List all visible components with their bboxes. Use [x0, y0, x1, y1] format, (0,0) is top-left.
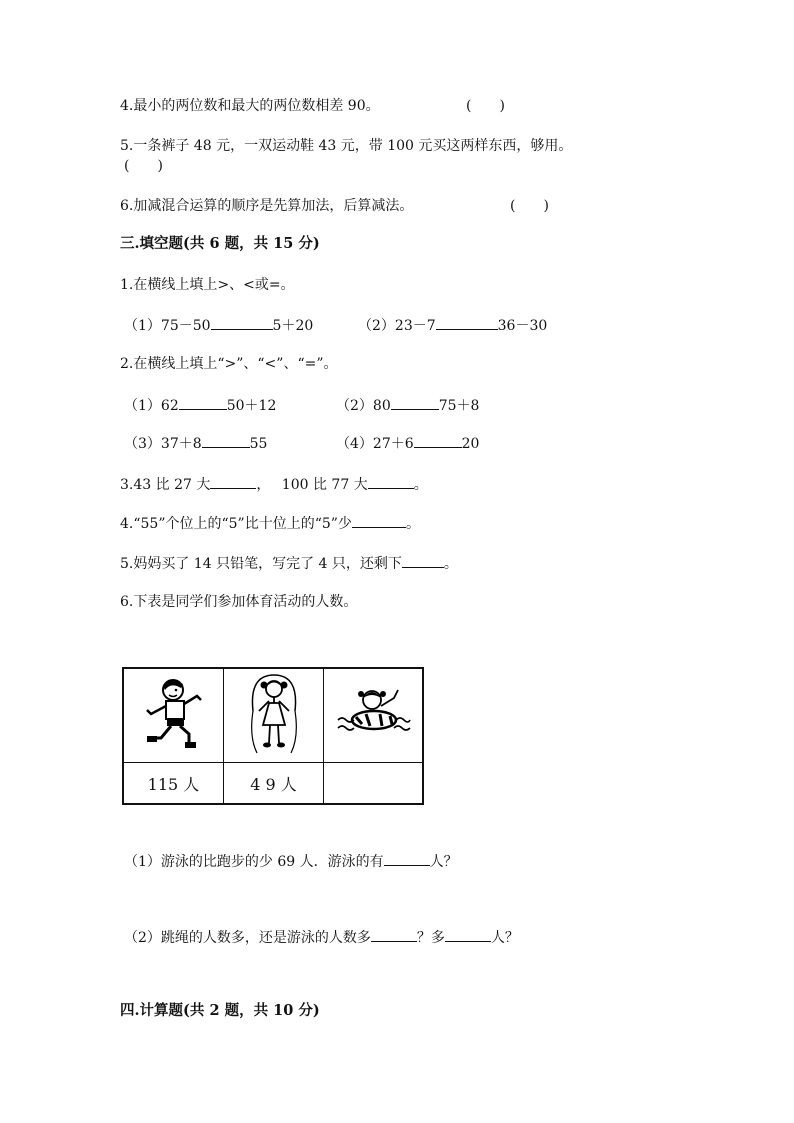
fill-q1-a-blank[interactable] [211, 315, 273, 330]
fill-q1-b-blank[interactable] [436, 315, 498, 330]
fill-q2-a-blank[interactable] [179, 395, 227, 410]
fill-q2-d-blank[interactable] [414, 433, 462, 448]
fill-q6-sub2-blank-2[interactable] [445, 927, 491, 942]
fill-q1-b: （2）23－7 36－30 [358, 315, 547, 335]
fill-q2-b-blank[interactable] [391, 395, 439, 410]
judge-q5: 5.一条裤子 48 元，一双运动鞋 43 元，带 100 元买这两样东西，够用。 [120, 138, 573, 154]
fill-q3-blank-1[interactable] [210, 474, 256, 489]
fill-q2-c-blank[interactable] [202, 433, 250, 448]
table-cell-jump-rope [224, 668, 324, 763]
fill-q6-sub1: （1）游泳的比跑步的少 69 人．游泳的有 人？ [124, 851, 458, 871]
table-count-running: 115 人 [123, 763, 224, 805]
fill-q5: 5.妈妈买了 14 只铅笔，写完了 4 只，还剩下 。 [120, 553, 458, 573]
activity-table [122, 667, 424, 805]
judge-q6: 6.加减混合运算的顺序是先算加法，后算减法。 [120, 198, 414, 214]
fill-q2-b: （2）80 75＋8 [336, 395, 479, 415]
section3-title: 三.填空题(共 6 题，共 15 分) [120, 235, 320, 252]
judge-q4: 4.最小的两位数和最大的两位数相差 90。 [120, 98, 380, 114]
fill-q6: 6.下表是同学们参加体育活动的人数。 [120, 594, 358, 610]
fill-q1-a: （1）75－50 5＋20 [124, 315, 313, 335]
fill-q1: 1.在横线上填上>、<或=。 [120, 277, 295, 293]
fill-q3-blank-2[interactable] [368, 474, 414, 489]
section4-title: 四.计算题(共 2 题，共 10 分) [120, 1002, 320, 1019]
judge-q5-answer-paren[interactable]: ( ) [124, 158, 163, 174]
jump-rope-girl-icon [239, 671, 309, 757]
fill-q2-a: （1）62 50＋12 [124, 395, 276, 415]
table-count-jump-rope: 4 9 人 [224, 763, 324, 805]
fill-q4: 4.“55”个位上的“5”比十位上的“5”少 。 [120, 513, 420, 533]
fill-q6-sub2-blank-1[interactable] [371, 927, 417, 942]
judge-q4-answer-paren[interactable]: ( ) [466, 98, 505, 114]
fill-q5-blank[interactable] [402, 553, 444, 568]
swimming-girl-icon [334, 684, 412, 744]
judge-q6-answer-paren[interactable]: ( ) [510, 198, 549, 214]
table-cell-swimming [324, 668, 424, 763]
table-count-swimming[interactable] [324, 763, 424, 805]
fill-q4-blank[interactable] [352, 513, 406, 528]
fill-q2-c: （3）37＋8 55 [124, 433, 267, 453]
fill-q6-sub1-blank[interactable] [384, 851, 430, 866]
fill-q2-d: （4）27＋6 20 [336, 433, 479, 453]
fill-q3: 3.43 比 27 大 ， 100 比 77 大 。 [120, 474, 428, 494]
running-boy-icon [139, 674, 209, 754]
fill-q6-sub2: （2）跳绳的人数多，还是游泳的人数多 ？多 人？ [124, 927, 519, 947]
fill-q2: 2.在横线上填上“>”、“<”、“=”。 [120, 356, 338, 372]
table-cell-running [123, 668, 224, 763]
